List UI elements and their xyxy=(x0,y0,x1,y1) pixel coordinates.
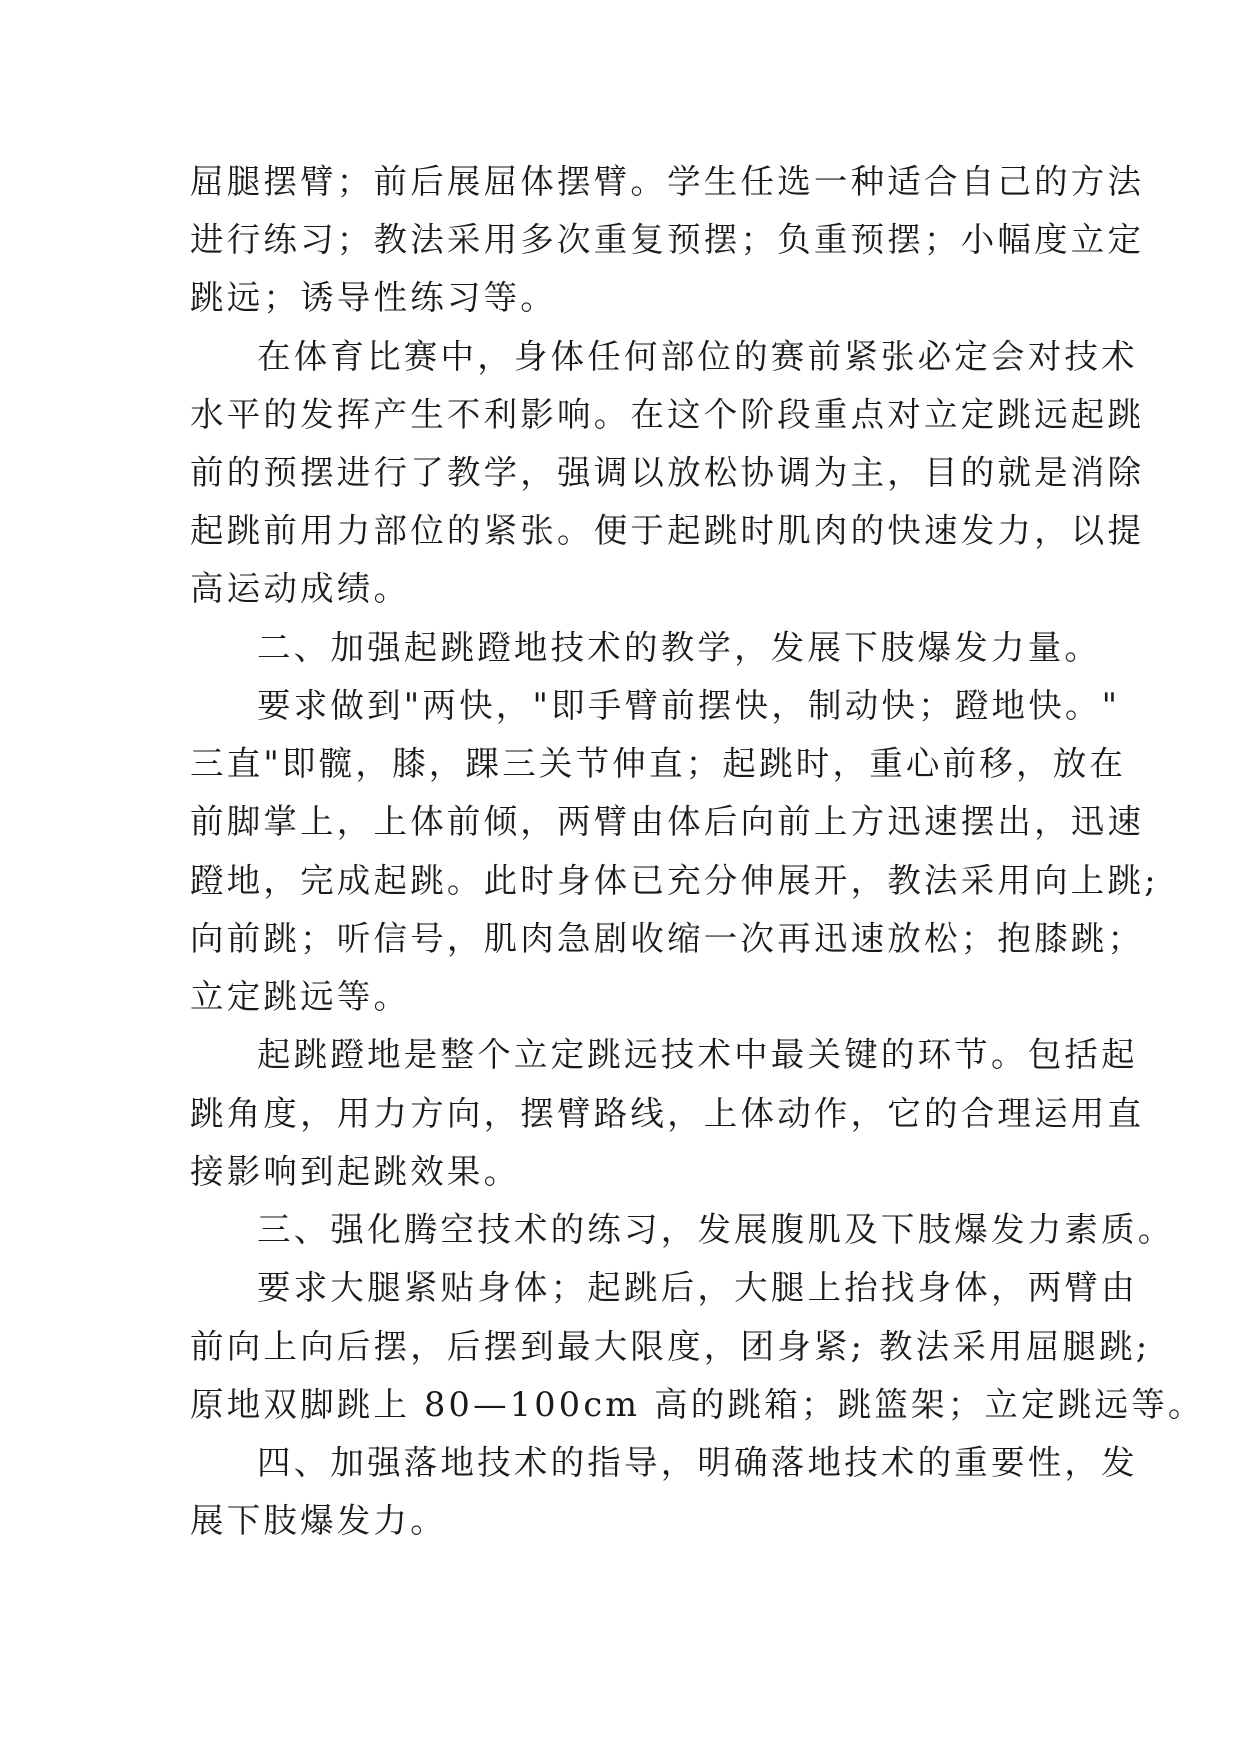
text-line: 三直"即髋，膝，踝三关节伸直；起跳时，重心前移，放在 xyxy=(190,744,1127,783)
text-line: 前向上向后摆，后摆到最大限度，团身紧; 教法采用屈腿跳; xyxy=(190,1327,1151,1366)
text-line: 接影响到起跳效果。 xyxy=(190,1152,521,1191)
text-line: 展下肢爆发力。 xyxy=(190,1501,447,1540)
section-heading-3: 三、强化腾空技术的练习，发展腹肌及下肢爆发力素质。 xyxy=(257,1210,1175,1249)
section-heading-2: 二、加强起跳蹬地技术的教学，发展下肢爆发力量。 xyxy=(257,628,1102,667)
text-line: 水平的发挥产生不利影响。在这个阶段重点对立定跳远起跳 xyxy=(190,395,1145,434)
text-line: 前脚掌上，上体前倾，两臂由体后向前上方迅速摆出，迅速 xyxy=(190,802,1145,841)
text-line: 向前跳；听信号，肌肉急剧收缩一次再迅速放松；抱膝跳； xyxy=(190,919,1145,958)
paragraph-first-line: 要求大腿紧贴身体；起跳后，大腿上抬找身体，两臂由 xyxy=(257,1268,1138,1307)
text-line: 高运动成绩。 xyxy=(190,569,411,608)
text-line: 屈腿摆臂；前后展屈体摆臂。学生任选一种适合自己的方法 xyxy=(190,162,1145,201)
text-line: 前的预摆进行了教学，强调以放松协调为主，目的就是消除 xyxy=(190,453,1145,492)
text-line: 跳角度，用力方向，摆臂路线，上体动作，它的合理运用直 xyxy=(190,1094,1145,1133)
section-heading-4: 四、加强落地技术的指导，明确落地技术的重要性，发 xyxy=(257,1443,1138,1482)
text-line: 立定跳远等。 xyxy=(190,977,411,1016)
text-line: 跳远；诱导性练习等。 xyxy=(190,278,557,317)
text-line: 进行练习；教法采用多次重复预摆；负重预摆；小幅度立定 xyxy=(190,220,1145,259)
text-line: 原地双脚跳上 80—100cm 高的跳箱；跳篮架；立定跳远等。 xyxy=(190,1385,1205,1424)
text-line: 蹬地，完成起跳。此时身体已充分伸展开，教法采用向上跳; xyxy=(190,861,1159,900)
paragraph-first-line: 起跳蹬地是整个立定跳远技术中最关键的环节。包括起 xyxy=(257,1035,1138,1074)
text-line: 起跳前用力部位的紧张。便于起跳时肌肉的快速发力，以提 xyxy=(190,511,1145,550)
paragraph-first-line: 在体育比赛中，身体任何部位的赛前紧张必定会对技术 xyxy=(257,337,1138,376)
paragraph-first-line: 要求做到"两快，"即手臂前摆快，制动快；蹬地快。" xyxy=(257,686,1121,725)
